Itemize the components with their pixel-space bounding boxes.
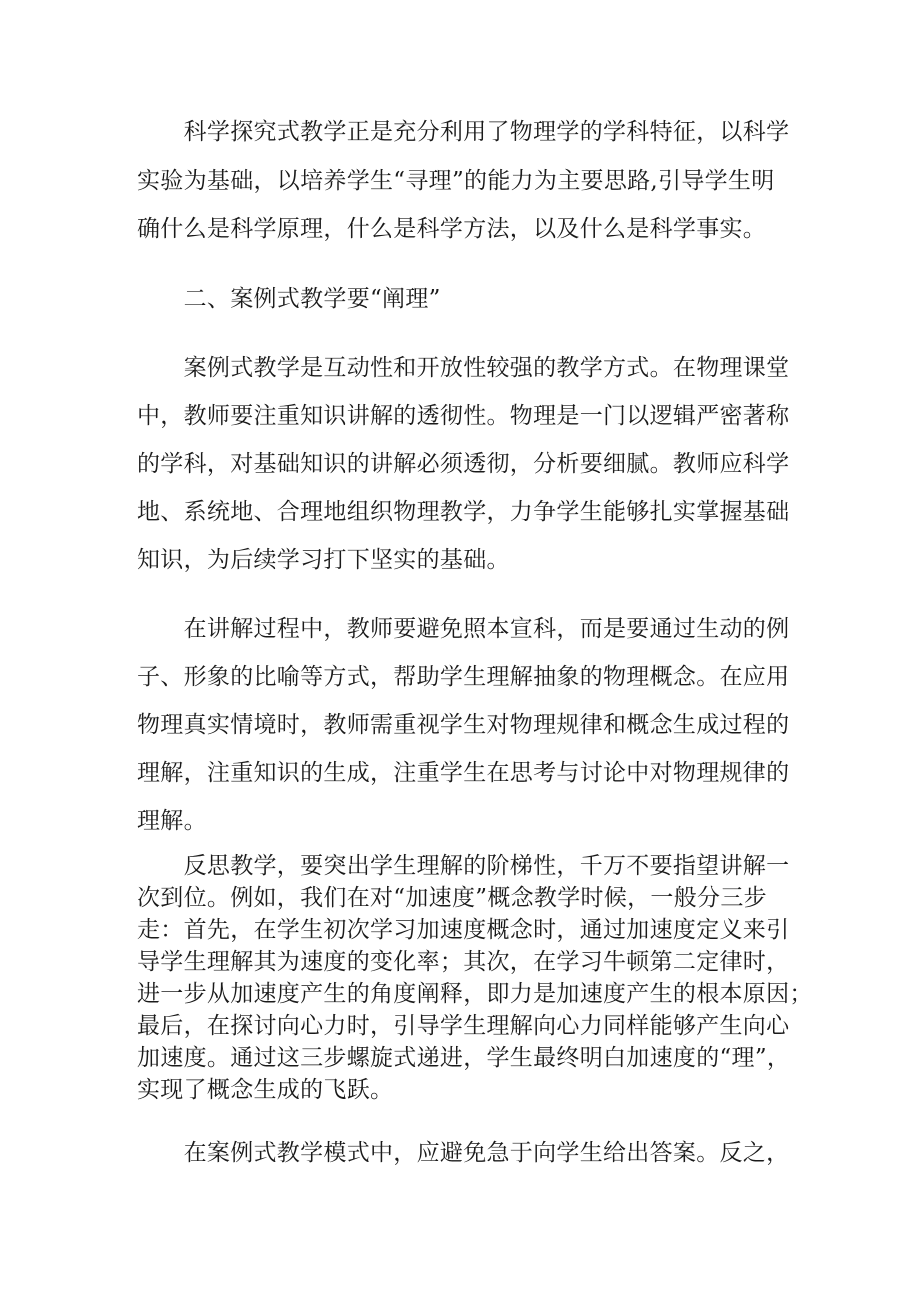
text-line: 理解，注重知识的生成，注重学生在思考与讨论中对物理规律的 <box>137 760 790 786</box>
text-line: 在案例式教学模式中，应避免急于向学生给出答案。反之， <box>137 1140 790 1166</box>
text-line: 地、系统地、合理地组织物理教学，力争学生能够扎实掌握基础 <box>137 499 790 525</box>
heading-text: 二、案例式教学要“阐理” <box>137 286 441 312</box>
text-line: 科学探究式教学正是充分利用了物理学的学科特征，以科学 <box>137 119 790 145</box>
text-line: 次到位。例如，我们在对“加速度”概念教学时候，一般分三步 <box>137 885 767 911</box>
text-line: 在讲解过程中，教师要避免照本宣科，而是要通过生动的例 <box>137 616 790 642</box>
text-line: 知识，为后续学习打下坚实的基础。 <box>137 547 510 573</box>
text-line: 导学生理解其为速度的变化率；其次，在学习牛顿第二定律时， <box>137 949 790 975</box>
text-line: 子、形象的比喻等方式，帮助学生理解抽象的物理概念。在应用 <box>137 664 790 690</box>
text-line: 实现了概念生成的飞跃。 <box>137 1077 394 1103</box>
text-line: 物理真实情境时，教师需重视学生对物理规律和概念生成过程的 <box>137 712 790 738</box>
text-line: 走：首先，在学生初次学习加速度概念时，通过加速度定义来引 <box>137 917 790 943</box>
text-line: 案例式教学是互动性和开放性较强的教学方式。在物理课堂 <box>137 355 790 381</box>
text-line: 实验为基础，以培养学生“寻理”的能力为主要思路,引导学生明 <box>137 168 775 194</box>
text-line: 理解。 <box>137 808 207 834</box>
text-line: 进一步从加速度产生的角度阐释，即力是加速度产生的根本原因； <box>137 981 813 1007</box>
text-line: 加速度。通过这三步螺旋式递进，学生最终明白加速度的“理”， <box>137 1045 791 1071</box>
text-line: 最后，在探讨向心力时，引导学生理解向心力同样能够产生向心 <box>137 1013 790 1039</box>
text-line: 确什么是科学原理，什么是科学方法，以及什么是科学事实。 <box>137 216 767 242</box>
text-line: 中，教师要注重知识讲解的透彻性。物理是一门以逻辑严密著称 <box>137 403 790 429</box>
text-line: 反思教学，要突出学生理解的阶梯性，千万不要指望讲解一 <box>137 853 790 879</box>
text-line: 的学科，对基础知识的讲解必须透彻，分析要细腻。教师应科学 <box>137 451 790 477</box>
